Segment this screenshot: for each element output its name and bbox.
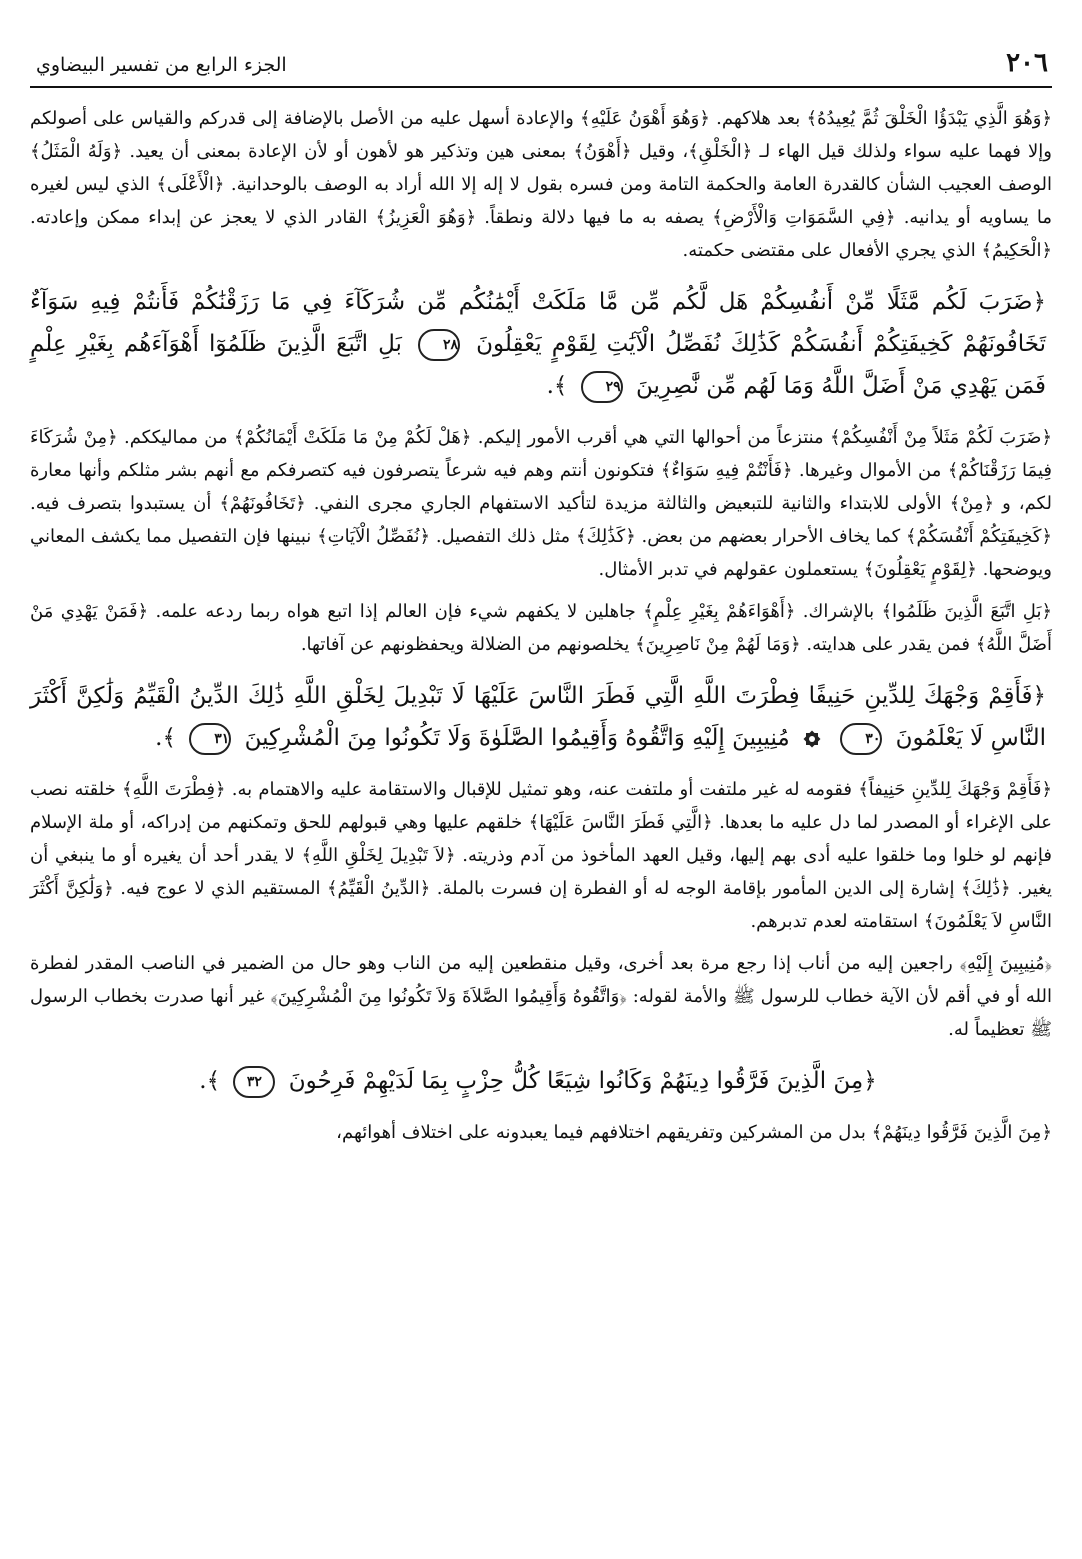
quran-verse-block: [30, 1060, 1052, 1102]
verse-closing-bracket: ﴾.: [199, 1068, 221, 1094]
commentary-paragraph: ﴿ضَرَبَ لَكُمْ مَثَلاً مِنْ أَنْفُسِكُمْ﴾ منتزعاً من أحوالها التي هي أقرب الأمور إليكم. ﴿هَلْ لَكُمْ مِنْ مَا مَلَكَتْ أَيْمَانُكُمْ﴾ من مماليككم. ﴿مِنْ شُرَكَاءَ فِيمَا رَزَقْنَاكُمْ﴾ من الأموال وغيرها. ﴿فَأَنْتُمْ فِيهِ سَوَاءٌ﴾ فتكونون أنتم وهم فيه شرعاً يتصرفون فيه كتصرفكم مع أنهم بشر مثلكم وأنها معارة لكم، و ﴿مِنْ﴾ الأولى للابتداء والثانية للتبعيض والثالثة مزيدة لتأكيد الاستفهام الجاري مجرى النفي. ﴿تَخَافُونَهُمْ﴾ أن يستبدوا بتصرف فيه. ﴿كَخِيفَتِكُمْ أَنْفُسَكُمْ﴾ كما يخاف الأحرار بعضهم من بعض. ﴿كَذَٰلِكَ﴾ مثل ذلك التفصيل. ﴿نُفَصِّلُ الْآيَاتِ﴾ نبينها فإن التفصيل مما يكشف المعاني ويوضحها. ﴿لِقَوْمٍ يَعْقِلُونَ﴾ يستعملون عقولهم في تدبر الأمثال.: [30, 427, 1052, 580]
verse-text: ﴿فَأَقِمْ وَجْهَكَ لِلدِّينِ حَنِيفًا فِطْرَتَ اللَّهِ الَّتِي فَطَرَ النَّاسَ عَلَيْهَا لَا تَبْدِيلَ لِخَلْقِ اللَّهِ ذَٰلِكَ الدِّينُ الْقَيِّمُ وَلَٰكِنَّ أَكْثَرَ النَّاسِ لَا يَعْلَمُونَ: [30, 683, 1046, 751]
ayah-number-marker: ٢٩: [581, 371, 623, 403]
verse-text: ﴿مِنَ الَّذِينَ فَرَّقُوا دِينَهُمْ وَكَانُوا شِيَعًا كُلُّ حِزْبٍ بِمَا لَدَيْهِمْ فَرِحُونَ: [288, 1068, 877, 1094]
commentary-paragraph: ﴿مُنِيبِينَ إِلَيْهِ﴾ راجعين إليه من أناب إذا رجع مرة بعد أخرى، وقيل منقطعين إليه من الناب وهو حال من الضمير في الناصب المقدر لفطرة الله أو في أقم لأن الآية خطاب للرسول ﷺ والأمة لقوله: ﴿وَاتَّقُوهُ وَأَقِيمُوا الصَّلاَةَ وَلاَ تَكُونُوا مِنَ الْمُشْرِكِينَ﴾ غير أنها صدرت بخطاب الرسول ﷺ تعظيماً له.: [30, 953, 1052, 1040]
quran-verse-block: [30, 281, 1052, 407]
commentary-paragraph: ﴿بَلِ اتَّبَعَ الَّذِينَ ظَلَمُوا﴾ بالإشراك. ﴿أَهْوَاءَهُمْ بِغَيْرِ عِلْمٍ﴾ جاهلين لا يكفهم شيء فإن العالم إذا اتبع هواه ربما ردعه علمه. ﴿فَمَنْ يَهْدِي مَنْ أَضَلَّ اللَّهُ﴾ فمن يقدر على هدايته. ﴿وَمَا لَهُمْ مِنْ نَاصِرِينَ﴾ يخلصونهم من الضلالة ويحفظونهم عن آفاتها.: [30, 601, 1052, 655]
ayah-number-marker: ٢٨: [418, 329, 460, 361]
quran-verse-block: [30, 675, 1052, 759]
verse-text: ﴿ضَرَبَ لَكُم مَّثَلًا مِّنْ أَنفُسِكُمْ هَل لَّكُم مِّن مَّا مَلَكَتْ أَيْمَٰنُكُم مِّن شُرَكَآءَ فِي مَا رَزَقْنَٰكُمْ فَأَنتُمْ فِيهِ سَوَآءٌ تَخَافُونَهُمْ كَخِيفَتِكُمْ أَنفُسَكُمْ كَذَٰلِكَ نُفَصِّلُ الْآيَٰتِ لِقَوْمٍ يَعْقِلُونَ: [30, 289, 1047, 357]
commentary-paragraph: ﴿فَأَقِمْ وَجْهَكَ لِلدِّينِ حَنِيفاً﴾ فقومه له غير ملتفت أو ملتفت عنه، وهو تمثيل للإقبال والاستقامة عليه والاهتمام به. ﴿فِطْرَتَ اللَّهِ﴾ خلقته نصب على الإغراء أو المصدر لما دل عليه ما بعدها. ﴿الَّتِي فَطَرَ النَّاسَ عَلَيْهَا﴾ خلقهم عليها وهي قبولهم للحق وتمكنهم من إدراكه، أو ملة الإسلام فإنهم لو خلوا وما خلقوا عليه أدى بهم إليها، وقيل العهد المأخوذ من آدم وذريته. ﴿لاَ تَبْدِيلَ لِخَلْقِ اللَّهِ﴾ لا يقدر أحد أن يغيره أو ما ينبغي أن يغير. ﴿ذَٰلِكَ﴾ إشارة إلى الدين المأمور بإقامة الوجه له أو الفطرة إن فسرت بالملة. ﴿الدِّينُ الْقَيِّمُ﴾ المستقيم الذي لا عوج فيه. ﴿وَلَٰكِنَّ أَكْثَرَ النَّاسِ لاَ يَعْلَمُونَ﴾ استقامته لعدم تدبرهم.: [30, 779, 1052, 932]
running-title: الجزء الرابع من تفسير البيضاوي: [36, 54, 287, 76]
page-header: [30, 40, 1052, 88]
ayah-number-marker: ٣٢: [233, 1066, 275, 1098]
commentary-paragraph: ﴿مِنَ الَّذِينَ فَرَّقُوا دِينَهُمْ﴾ بدل من المشركين وتفريقهم اختلافهم فيما يعبدونه على اختلاف أهوائهم،: [336, 1122, 1052, 1143]
verse-text: مُنِيبِينَ إِلَيْهِ وَاتَّقُوهُ وَأَقِيمُوا الصَّلَوٰةَ وَلَا تَكُونُوا مِنَ الْمُشْرِكِينَ: [244, 725, 790, 751]
ayah-number-marker: ٣٠: [840, 723, 882, 755]
verse-closing-bracket: ﴾.: [155, 725, 176, 751]
rub-el-hizb-icon: [801, 728, 823, 750]
page-number: ٢٠٦: [1006, 48, 1048, 78]
commentary-paragraph: ﴿وَهُوَ الَّذِي يَبْدَؤُا الْخَلْقَ ثُمَّ يُعِيدُهُ﴾ بعد هلاكهم. ﴿وَهُوَ أَهْوَنُ عَلَيْهِ﴾ والإعادة أسهل عليه من الأصل بالإضافة إلى قدركم والقياس على أصولكم وإلا فهما عليه سواء ولذلك قيل الهاء لـ ﴿الْخَلْقِ﴾، وقيل ﴿أَهْوَنُ﴾ بمعنى هين وتذكير هو لأهون أو لأن الإعادة بمعنى أن يعيد. ﴿وَلَهُ الْمَثَلُ﴾ الوصف العجيب الشأن كالقدرة العامة والحكمة التامة ومن فسره بقول لا إله إلا الله أراد به الوصف بالوحدانية. ﴿الْأَعْلَى﴾ الذي ليس لغيره ما يساويه أو يدانيه. ﴿فِي السَّمَوَاتِ وَالْأَرْضِ﴾ يصفه به ما فيها دلالة ونطقاً. ﴿وَهُوَ الْعَزِيزُ﴾ القادر الذي لا يعجز عن إبداء ممكن وإعادته. ﴿الْحَكِيمُ﴾ الذي يجري الأفعال على مقتضى حكمته.: [30, 108, 1053, 261]
book-page: [30, 40, 1052, 1530]
verse-text: بَلِ اتَّبَعَ الَّذِينَ ظَلَمُوٓا أَهْوَآءَهُم بِغَيْرِ عِلْمٍ فَمَن يَهْدِي مَنْ أَضَلَّ اللَّهُ وَمَا لَهُم مِّن نَّٰصِرِينَ: [30, 331, 1046, 399]
ayah-number-marker: ٣١: [189, 723, 231, 755]
page-content: [30, 88, 1052, 1149]
verse-closing-bracket: ﴾.: [546, 373, 568, 399]
